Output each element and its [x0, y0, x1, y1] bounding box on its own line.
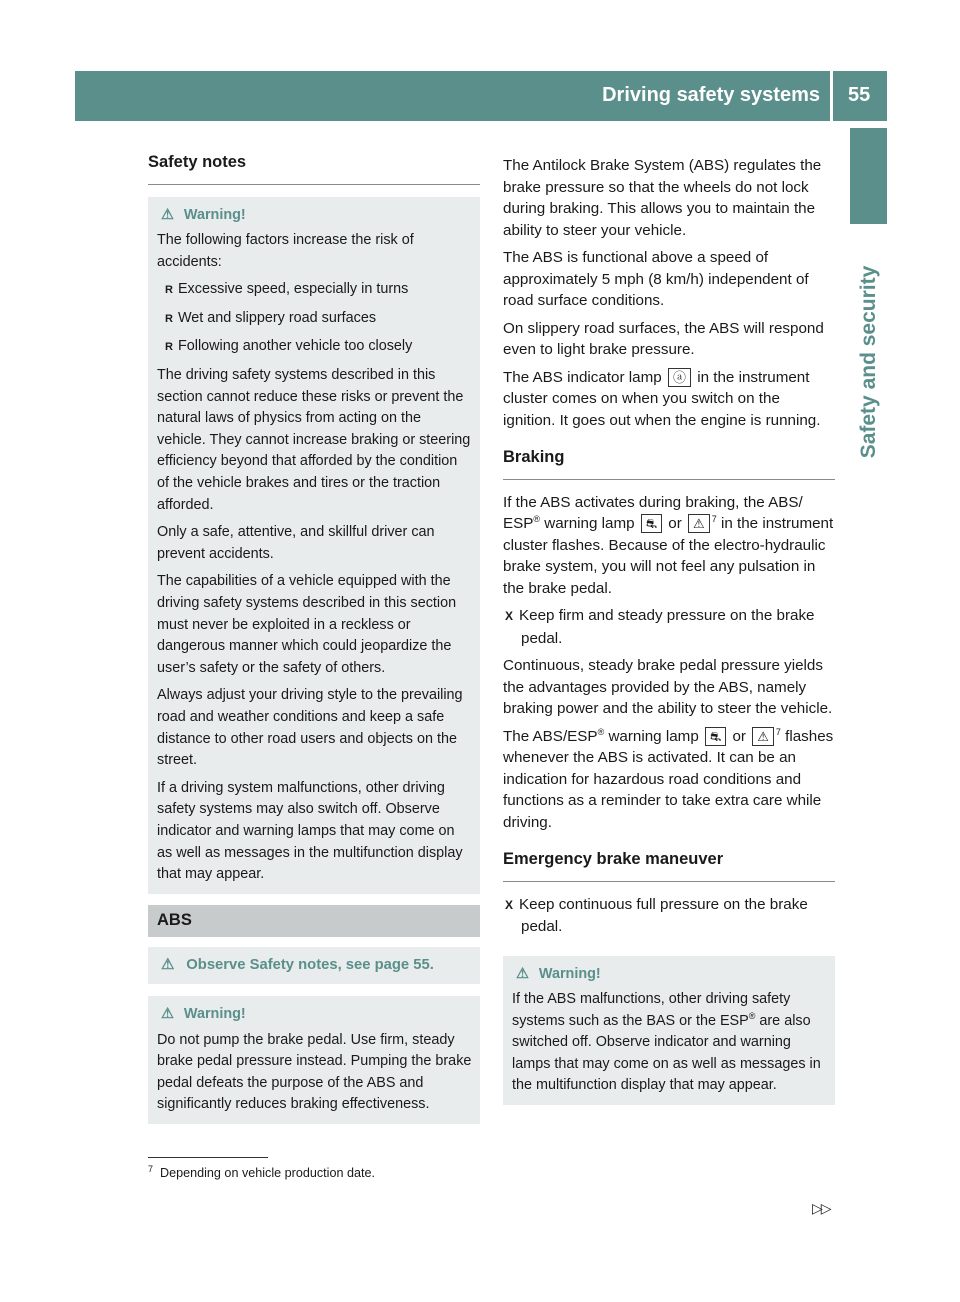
- side-tab: [850, 128, 887, 224]
- abs-section: [148, 905, 480, 1124]
- side-label: [852, 232, 885, 492]
- left-column: [148, 152, 480, 894]
- registered-mark: ®: [748, 1010, 756, 1021]
- text-run: are also switched off. Observe indicator and warning lamps that may come on as well as messages in the multifunction display that may appear.: [512, 1012, 821, 1094]
- section-title-abs: ABS: [148, 905, 480, 937]
- warning-paragraph: The driving safety systems described in this section cannot reduce these risks or prevent the natural laws of physics from acting on the vehicle. They cannot increase braking or steering efficiency beyond that afforded by the condition of the vehicle brakes and tires or the traction afforded.: [157, 367, 471, 513]
- registered-mark: ®: [597, 726, 605, 737]
- text-run: or: [668, 515, 682, 532]
- bullet-item: R Excessive speed, especially in turns: [157, 279, 472, 302]
- esp-flash-paragraph: [503, 726, 835, 834]
- continue-icon: ▷▷: [812, 1200, 830, 1216]
- warning-title: Warning!: [183, 1006, 246, 1022]
- right-column: [503, 155, 835, 1105]
- text-run: The ABS indicator lamp: [503, 368, 662, 386]
- warning-title: Warning!: [538, 965, 601, 982]
- side-label-text: Safety and security: [856, 265, 880, 459]
- section-title-emergency: Emergency brake maneuver: [503, 849, 835, 882]
- section-title-braking: Braking: [503, 447, 835, 480]
- skid-car-icon: ⛐: [641, 514, 662, 533]
- skid-car-icon: ⛐: [705, 727, 726, 746]
- warning-triangle-icon: ⚠: [752, 727, 774, 746]
- text-run: flashes whenever the ABS is activated. It can be an indication for hazardous road conditions and functions as a reminder to take extra care while driving.: [503, 727, 834, 831]
- page-number: 55: [848, 84, 871, 106]
- text-run: The ABS/ESP: [503, 727, 598, 745]
- footnote-divider: [148, 1157, 268, 1158]
- warning-title: Warning!: [183, 206, 246, 223]
- text-run: If the ABS activates during braking, the ABS/ ESP: [503, 493, 803, 532]
- warning-paragraph: [512, 989, 827, 1097]
- bullet-item: R Following another vehicle too closely: [157, 336, 472, 359]
- footnote-number: 7: [148, 1163, 154, 1174]
- chapter-title: Driving safety systems: [602, 84, 820, 106]
- warning-heading: [157, 1004, 472, 1026]
- warning-triangle-icon: ⚠: [516, 965, 529, 982]
- warning-triangle-icon: ⚠: [161, 1006, 174, 1022]
- braking-advantages-paragraph: Continuous, steady brake pedal pressure yields the advantages provided by the ABS, namely braking power and the ability to steer the vehicle.: [503, 657, 833, 717]
- warning-triangle-icon: ⚠: [161, 956, 175, 973]
- abs-intro-paragraph: The Antilock Brake System (ABS) regulates the brake pressure so that the wheels do not lock during braking. This allows you to maintain the ability to steer your vehicle.: [503, 157, 822, 239]
- warning-heading: [512, 964, 827, 986]
- warning-paragraph: Always adjust your driving style to the prevailing road and weather conditions and keep a safe distance to other road users and objects on the street.: [157, 687, 463, 769]
- warning-box-malfunction: [503, 956, 835, 1106]
- observe-note-text: Observe Safety notes, see page 55.: [186, 956, 434, 973]
- step-item: X Keep firm and steady pressure on the brake pedal.: [503, 605, 835, 649]
- abs-speed-paragraph: The ABS is functional above a speed of approximately 5 mph (8 km/h) independent of road surface conditions.: [503, 249, 809, 309]
- section-title-safety-notes: Safety notes: [148, 152, 480, 185]
- footnote-ref: 7: [775, 726, 781, 737]
- registered-mark: ®: [533, 513, 541, 524]
- text-run: warning lamp: [608, 727, 699, 745]
- warning-box-pump: [148, 996, 480, 1124]
- warning-paragraph: If a driving system malfunctions, other driving safety systems may also switch off. Observe indicator and warning lamps that may come on as well as messages in the multifunction display that may appear.: [157, 779, 463, 883]
- text-run: in the instrument cluster comes on when you switch on the ignition. It goes out when the engine is running.: [503, 368, 821, 429]
- footnote-ref: 7: [711, 513, 717, 524]
- warning-box-factors: [148, 197, 480, 894]
- text-run: If the ABS malfunctions, other driving safety systems such as the BAS or the ESP: [512, 991, 791, 1029]
- footnote-text: Depending on vehicle production date.: [160, 1166, 375, 1180]
- warning-triangle-icon: ⚠: [161, 206, 174, 223]
- observe-note: [148, 947, 480, 985]
- footnote: [148, 1163, 375, 1180]
- abs-lamp-icon: ⓐ: [668, 368, 691, 387]
- warning-paragraph: The capabilities of a vehicle equipped with the driving safety systems described in this section must never be exploited in a reckless or dangerous manner which could jeopardize the user’s safety or the safety of others.: [157, 573, 457, 676]
- step-item: X Keep continuous full pressure on the brake pedal.: [503, 894, 835, 938]
- bullet-item: R Wet and slippery road surfaces: [157, 308, 472, 331]
- warning-triangle-icon: ⚠: [688, 514, 710, 533]
- header-divider: [830, 71, 833, 121]
- text-run: warning lamp: [544, 515, 635, 532]
- abs-slippery-paragraph: On slippery road surfaces, the ABS will respond even to light brake pressure.: [503, 319, 824, 358]
- warning-intro: The following factors increase the risk of accidents:: [157, 232, 414, 270]
- warning-paragraph: Do not pump the brake pedal. Use firm, steady brake pedal pressure instead. Pumping the brake pedal defeats the purpose of the ABS and significantly reduces braking effectiveness.: [157, 1031, 472, 1113]
- warning-paragraph: Only a safe, attentive, and skillful driver can prevent accidents.: [157, 524, 435, 562]
- braking-paragraph: [503, 492, 835, 600]
- text-run: in the instrument cluster flashes. Because of the electro-hydraulic brake system, you will not feel any pulsation in the brake pedal.: [503, 515, 834, 597]
- abs-indicator-paragraph: [503, 367, 835, 432]
- warning-heading: [157, 205, 472, 227]
- text-run: or: [732, 727, 746, 745]
